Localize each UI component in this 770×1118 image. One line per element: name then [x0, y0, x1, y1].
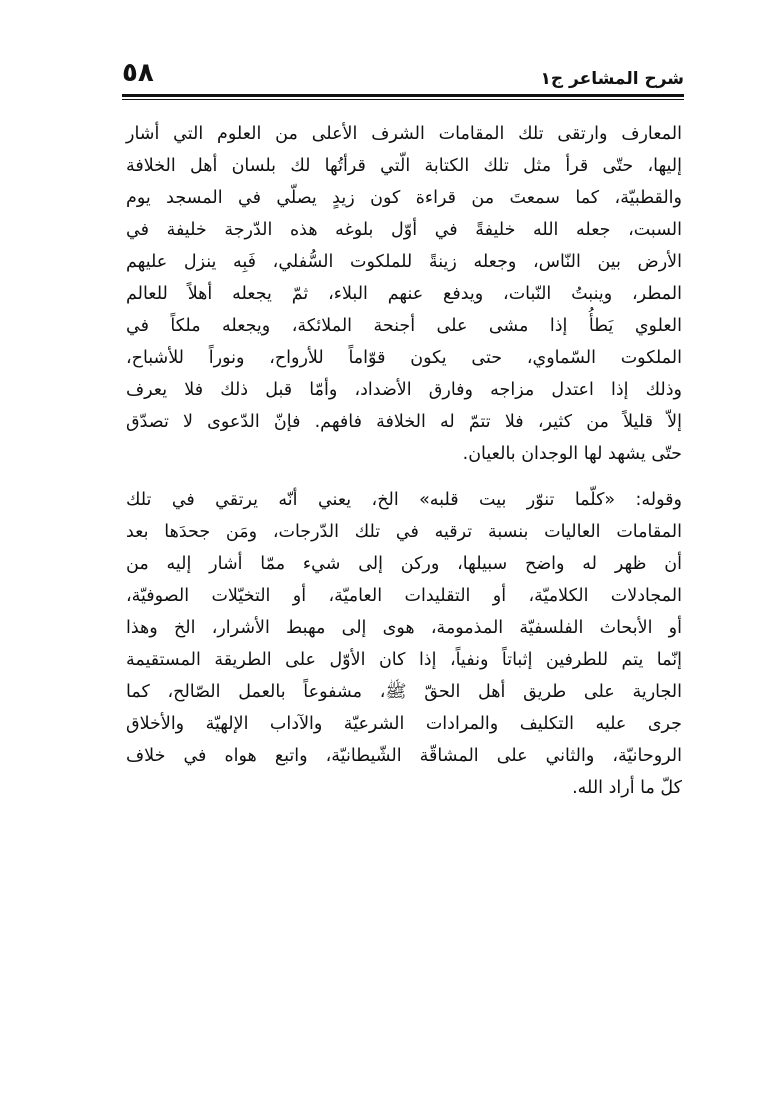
text-line: الملكوت السّماوي، حتى يكون قوّاماً للأرواح، ونوراً للأشباح،: [126, 348, 682, 368]
text-line: إليها، حتّى قرأ مثل تلك الكتابة الّتي قرأتُها لك بلسان أهل الخلافة: [126, 156, 682, 176]
running-title: شرح المشاعر ج١: [540, 69, 684, 89]
text-line: كلّ ما أراد الله.: [572, 778, 682, 798]
text-line: إنّما يتم للطرفين إثباتاً ونفياً، إذا كان الأوّل على الطريقة المستقيمة: [126, 650, 682, 670]
text-line: الروحانيّة، والثاني على المشاقّة الشّيطانيّة، واتبع هواه في خلاف: [126, 746, 682, 766]
text-line: المعارف وارتقى تلك المقامات الشرف الأعلى من العلوم التي أشار: [126, 124, 682, 144]
text-line: الجارية على طريق أهل الحقّ ﷺ، مشفوعاً بالعمل الصّالح، كما: [126, 682, 682, 702]
text-line: والقطبيّة، كما سمعتَ من قراءة كون زيدٍ يصلّي في المسجد يوم: [126, 188, 682, 208]
header-rule-thin: [122, 99, 684, 100]
text-line: جرى عليه التكليف والمرادات الشرعيّة والآداب الإلهيّة والأخلاق: [126, 714, 682, 734]
page-number: ٥٨: [122, 58, 154, 88]
text-line: المطر، وينبتُ النّبات، ويدفع عنهم البلاء، ثمّ يجعله أهلاً للعالم: [126, 284, 682, 304]
text-line: أن ظهر له واضح سبيلها، وركن إلى شيء ممّا أشار إليه من: [126, 554, 682, 574]
text-line: الأرض بين النّاس، وجعله زينةً للملكوت السُّفلي، فَبِه ينزل عليهم: [126, 252, 682, 272]
text-line: إلاّ قليلاً من كثير، فلا تتمّ له الخلافة فافهم. فإنّ الدّعوى لا تصدّق: [126, 412, 682, 432]
text-line: أو الأبحاث الفلسفيّة المذمومة، هوى إلى مهبط الأشرار، الخ وهذا: [126, 618, 682, 638]
text-line: حتّى يشهد لها الوجدان بالعيان.: [462, 444, 682, 464]
text-line: وقوله: «كلّما تنوّر بيت قلبه» الخ، يعني أنّه يرتقي في تلك: [126, 490, 682, 510]
text-line: العلوي يَطأُ إذا مشى على أجنحة الملائكة، ويجعله ملكاً في: [126, 316, 682, 336]
page-header: [122, 58, 684, 94]
paragraph-1: [126, 118, 682, 470]
text-line: السبت، جعله الله خليفةً في أوّل بلوغه هذه الدّرجة خليفة في: [126, 220, 682, 240]
text-line: المجادلات الكلاميّة، أو التقليدات العاميّة، أو التخيّلات الصوفيّة،: [126, 586, 682, 606]
header-rule: [122, 94, 684, 97]
text-line: المقامات العاليات بنسبة ترقيه في تلك الدّرجات، ومَن جحدَها بعد: [126, 522, 682, 542]
paragraph-2: [126, 484, 682, 804]
body-text: [126, 118, 682, 804]
text-line: وذلك إذا اعتدل مزاجه وفارق الأضداد، وأمّا قبل ذلك فلا يعرف: [126, 380, 682, 400]
